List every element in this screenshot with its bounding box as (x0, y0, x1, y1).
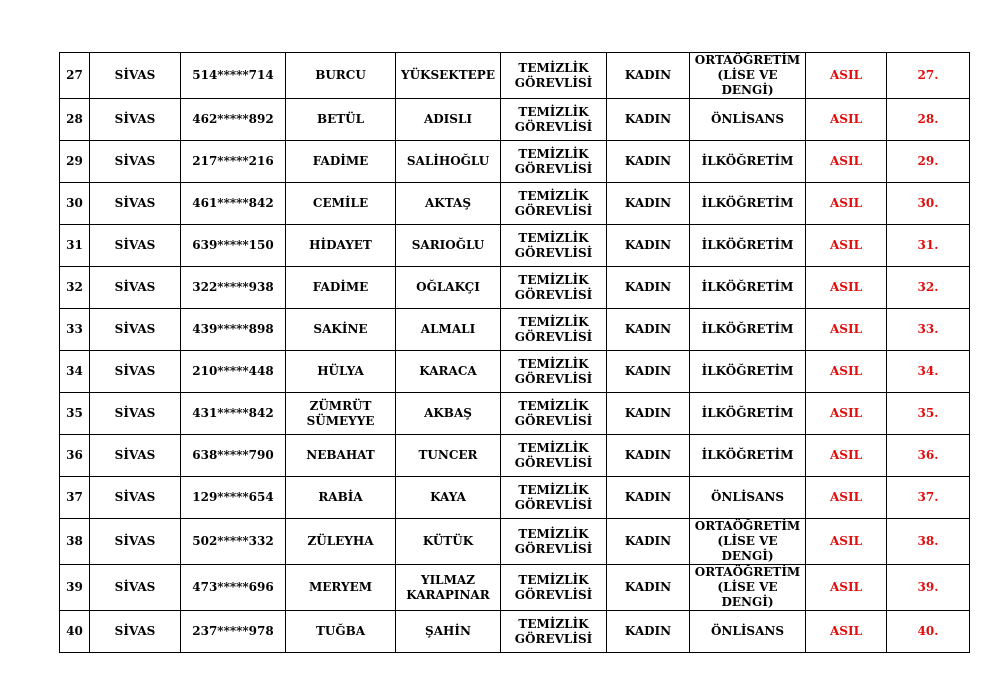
gender-cell: KADIN (607, 565, 690, 611)
row-number-cell: 35 (60, 393, 90, 435)
id-number-cell: 322*****938 (181, 267, 286, 309)
table-row (60, 183, 970, 225)
row-number-cell: 28 (60, 99, 90, 141)
table-body (60, 53, 970, 653)
position-cell: TEMİZLİK GÖREVLİSİ (501, 141, 607, 183)
city-cell: SİVAS (90, 435, 181, 477)
gender-cell: KADIN (607, 611, 690, 653)
education-cell: İLKÖĞRETİM (690, 393, 806, 435)
rank-cell: 29. (887, 141, 970, 183)
row-number-cell: 31 (60, 225, 90, 267)
gender-cell: KADIN (607, 53, 690, 99)
first-name-cell: MERYEM (286, 565, 396, 611)
id-number-cell: 439*****898 (181, 309, 286, 351)
rank-cell: 40. (887, 611, 970, 653)
id-number-cell: 473*****696 (181, 565, 286, 611)
position-cell: TEMİZLİK GÖREVLİSİ (501, 519, 607, 565)
city-cell: SİVAS (90, 519, 181, 565)
last-name-cell: KAYA (396, 477, 501, 519)
rank-cell: 35. (887, 393, 970, 435)
status-cell: ASIL (806, 435, 887, 477)
gender-cell: KADIN (607, 519, 690, 565)
status-cell: ASIL (806, 267, 887, 309)
gender-cell: KADIN (607, 351, 690, 393)
education-cell: İLKÖĞRETİM (690, 225, 806, 267)
first-name-cell: FADİME (286, 267, 396, 309)
gender-cell: KADIN (607, 393, 690, 435)
first-name-cell: ZÜLEYHA (286, 519, 396, 565)
education-cell: ÖNLİSANS (690, 99, 806, 141)
position-cell: TEMİZLİK GÖREVLİSİ (501, 309, 607, 351)
gender-cell: KADIN (607, 267, 690, 309)
city-cell: SİVAS (90, 141, 181, 183)
last-name-cell: SALİHOĞLU (396, 141, 501, 183)
table-row (60, 309, 970, 351)
status-cell: ASIL (806, 99, 887, 141)
status-cell: ASIL (806, 53, 887, 99)
position-cell: TEMİZLİK GÖREVLİSİ (501, 351, 607, 393)
position-cell: TEMİZLİK GÖREVLİSİ (501, 53, 607, 99)
position-cell: TEMİZLİK GÖREVLİSİ (501, 99, 607, 141)
last-name-cell: ŞAHİN (396, 611, 501, 653)
status-cell: ASIL (806, 477, 887, 519)
table-row (60, 477, 970, 519)
row-number-cell: 38 (60, 519, 90, 565)
city-cell: SİVAS (90, 53, 181, 99)
city-cell: SİVAS (90, 565, 181, 611)
row-number-cell: 32 (60, 267, 90, 309)
city-cell: SİVAS (90, 393, 181, 435)
first-name-cell: BETÜL (286, 99, 396, 141)
city-cell: SİVAS (90, 611, 181, 653)
row-number-cell: 39 (60, 565, 90, 611)
last-name-cell: ALMALI (396, 309, 501, 351)
last-name-cell: KÜTÜK (396, 519, 501, 565)
city-cell: SİVAS (90, 267, 181, 309)
row-number-cell: 34 (60, 351, 90, 393)
rank-cell: 31. (887, 225, 970, 267)
table-row (60, 351, 970, 393)
status-cell: ASIL (806, 393, 887, 435)
id-number-cell: 462*****892 (181, 99, 286, 141)
gender-cell: KADIN (607, 183, 690, 225)
education-cell: İLKÖĞRETİM (690, 351, 806, 393)
education-cell: ORTAÖĞRETİM (LİSE VE DENGİ) (690, 565, 806, 611)
table-row (60, 53, 970, 99)
id-number-cell: 514*****714 (181, 53, 286, 99)
id-number-cell: 237*****978 (181, 611, 286, 653)
status-cell: ASIL (806, 183, 887, 225)
position-cell: TEMİZLİK GÖREVLİSİ (501, 611, 607, 653)
status-cell: ASIL (806, 565, 887, 611)
position-cell: TEMİZLİK GÖREVLİSİ (501, 477, 607, 519)
first-name-cell: HÜLYA (286, 351, 396, 393)
position-cell: TEMİZLİK GÖREVLİSİ (501, 183, 607, 225)
table-row (60, 267, 970, 309)
position-cell: TEMİZLİK GÖREVLİSİ (501, 225, 607, 267)
row-number-cell: 27 (60, 53, 90, 99)
rank-cell: 30. (887, 183, 970, 225)
id-number-cell: 461*****842 (181, 183, 286, 225)
row-number-cell: 36 (60, 435, 90, 477)
table-row (60, 141, 970, 183)
rank-cell: 27. (887, 53, 970, 99)
gender-cell: KADIN (607, 435, 690, 477)
status-cell: ASIL (806, 309, 887, 351)
first-name-cell: ZÜMRÜT SÜMEYYE (286, 393, 396, 435)
document-page (59, 52, 969, 653)
education-cell: ORTAÖĞRETİM (LİSE VE DENGİ) (690, 519, 806, 565)
city-cell: SİVAS (90, 99, 181, 141)
position-cell: TEMİZLİK GÖREVLİSİ (501, 267, 607, 309)
first-name-cell: SAKİNE (286, 309, 396, 351)
rank-cell: 36. (887, 435, 970, 477)
id-number-cell: 502*****332 (181, 519, 286, 565)
id-number-cell: 217*****216 (181, 141, 286, 183)
education-cell: İLKÖĞRETİM (690, 141, 806, 183)
education-cell: İLKÖĞRETİM (690, 267, 806, 309)
candidate-list-table (59, 52, 970, 653)
position-cell: TEMİZLİK GÖREVLİSİ (501, 393, 607, 435)
rank-cell: 37. (887, 477, 970, 519)
rank-cell: 38. (887, 519, 970, 565)
last-name-cell: YILMAZ KARAPINAR (396, 565, 501, 611)
last-name-cell: TUNCER (396, 435, 501, 477)
id-number-cell: 129*****654 (181, 477, 286, 519)
city-cell: SİVAS (90, 309, 181, 351)
table-row (60, 393, 970, 435)
id-number-cell: 431*****842 (181, 393, 286, 435)
last-name-cell: OĞLAKÇI (396, 267, 501, 309)
first-name-cell: NEBAHAT (286, 435, 396, 477)
education-cell: ÖNLİSANS (690, 477, 806, 519)
id-number-cell: 638*****790 (181, 435, 286, 477)
education-cell: ORTAÖĞRETİM (LİSE VE DENGİ) (690, 53, 806, 99)
id-number-cell: 210*****448 (181, 351, 286, 393)
last-name-cell: YÜKSEKTEPE (396, 53, 501, 99)
table-row (60, 565, 970, 611)
last-name-cell: SARIOĞLU (396, 225, 501, 267)
rank-cell: 32. (887, 267, 970, 309)
education-cell: İLKÖĞRETİM (690, 309, 806, 351)
status-cell: ASIL (806, 611, 887, 653)
education-cell: ÖNLİSANS (690, 611, 806, 653)
first-name-cell: TUĞBA (286, 611, 396, 653)
rank-cell: 28. (887, 99, 970, 141)
status-cell: ASIL (806, 141, 887, 183)
gender-cell: KADIN (607, 477, 690, 519)
last-name-cell: AKBAŞ (396, 393, 501, 435)
status-cell: ASIL (806, 225, 887, 267)
rank-cell: 33. (887, 309, 970, 351)
rank-cell: 34. (887, 351, 970, 393)
city-cell: SİVAS (90, 183, 181, 225)
city-cell: SİVAS (90, 351, 181, 393)
gender-cell: KADIN (607, 141, 690, 183)
row-number-cell: 29 (60, 141, 90, 183)
city-cell: SİVAS (90, 225, 181, 267)
table-row (60, 435, 970, 477)
table-row (60, 611, 970, 653)
first-name-cell: CEMİLE (286, 183, 396, 225)
city-cell: SİVAS (90, 477, 181, 519)
status-cell: ASIL (806, 519, 887, 565)
row-number-cell: 37 (60, 477, 90, 519)
position-cell: TEMİZLİK GÖREVLİSİ (501, 435, 607, 477)
education-cell: İLKÖĞRETİM (690, 183, 806, 225)
last-name-cell: AKTAŞ (396, 183, 501, 225)
row-number-cell: 30 (60, 183, 90, 225)
table-row (60, 225, 970, 267)
last-name-cell: ADISLI (396, 99, 501, 141)
gender-cell: KADIN (607, 99, 690, 141)
status-cell: ASIL (806, 351, 887, 393)
table-row (60, 99, 970, 141)
id-number-cell: 639*****150 (181, 225, 286, 267)
last-name-cell: KARACA (396, 351, 501, 393)
row-number-cell: 33 (60, 309, 90, 351)
gender-cell: KADIN (607, 225, 690, 267)
first-name-cell: RABİA (286, 477, 396, 519)
first-name-cell: HİDAYET (286, 225, 396, 267)
table-row (60, 519, 970, 565)
row-number-cell: 40 (60, 611, 90, 653)
first-name-cell: BURCU (286, 53, 396, 99)
education-cell: İLKÖĞRETİM (690, 435, 806, 477)
gender-cell: KADIN (607, 309, 690, 351)
first-name-cell: FADİME (286, 141, 396, 183)
position-cell: TEMİZLİK GÖREVLİSİ (501, 565, 607, 611)
rank-cell: 39. (887, 565, 970, 611)
